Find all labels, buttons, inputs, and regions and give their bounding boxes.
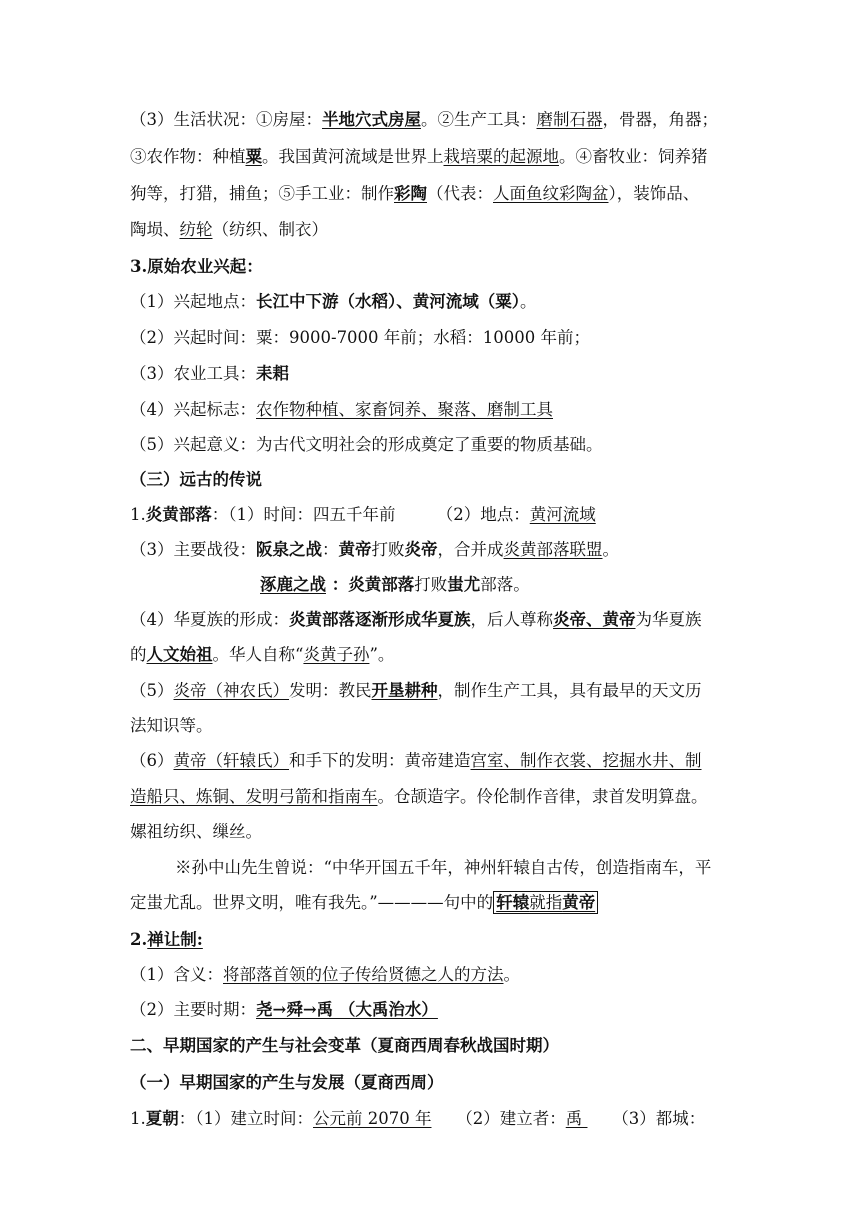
text-run: ：（1）建立时间： — [178, 1109, 313, 1128]
text-line — [130, 108, 718, 132]
underlined-keyword: 纺轮 — [179, 220, 213, 239]
text-run: ，制作生产工具，具有最早的天文历 — [437, 681, 702, 700]
text-line — [130, 468, 262, 492]
underlined-keyword: 炎帝（神农氏） — [173, 681, 289, 700]
text-line — [130, 398, 553, 422]
underlined-keyword: 黄河流域 — [529, 505, 596, 524]
text-run: 狗等，打猎，捕鱼；⑤手工业：制作 — [130, 184, 394, 203]
bold-keyword: 耒耜 — [256, 364, 289, 383]
underlined-keyword: 磨制石器 — [536, 110, 603, 129]
text-run: （3）生活状况：①房屋： — [130, 110, 322, 129]
text-run: ：（1）时间：四五千年前 （2）地点： — [211, 505, 530, 524]
text-line — [130, 891, 598, 915]
bold-keyword: （一）早期国家的产生与发展（夏商西周） — [130, 1073, 444, 1092]
text-run: （2）主要时期： — [130, 1000, 256, 1019]
underlined-keyword: 宫室、制作衣裳、挖掘水井、制 — [470, 751, 702, 770]
text-line — [130, 928, 203, 952]
text-run: （代表： — [427, 184, 493, 203]
text-line — [130, 145, 708, 169]
text-run: 陶埙、 — [130, 220, 180, 239]
text-run: （3）农业工具： — [130, 364, 256, 383]
bold-keyword: 阪泉之战 — [256, 540, 322, 559]
text-line — [130, 785, 708, 809]
bold-keyword: 炎帝 — [404, 540, 438, 559]
text-line — [130, 714, 213, 738]
text-line — [130, 679, 702, 703]
underlined-keyword: 黄帝（轩辕氏） — [173, 751, 289, 770]
bold-keyword: 二、早期国家的产生与社会变革（夏商西周春秋战国时期） — [130, 1036, 559, 1055]
text-line — [130, 998, 438, 1022]
text-run: 。仓颉造字。伶伦制作音律，隶首发明算盘。 — [377, 787, 708, 806]
underlined-keyword: 半地穴式房屋 — [322, 110, 421, 129]
text-run: ③农作物：种植 — [130, 147, 246, 166]
text-run: （5） — [130, 681, 174, 700]
text-line — [130, 963, 520, 987]
bold-keyword: （三）远古的传说 — [130, 470, 262, 489]
text-line — [175, 856, 711, 880]
text-line — [130, 1107, 705, 1131]
underlined-keyword: 农作物种植、家畜饲养、聚落、磨制工具 — [256, 400, 553, 419]
text-line — [260, 573, 530, 597]
underlined-keyword: 就指 — [529, 893, 563, 912]
text-run: 嫘祖纺织、缫丝。 — [130, 822, 262, 841]
text-run: 法知识等。 — [130, 716, 213, 735]
underlined-keyword: 涿鹿之战 — [260, 575, 326, 594]
text-line — [130, 362, 289, 386]
bold-keyword: 黄帝 — [338, 540, 372, 559]
text-line — [130, 1071, 444, 1095]
text-run: （3）都城： — [587, 1109, 706, 1128]
bold-keyword: ： — [326, 575, 349, 594]
underlined-keyword: 开垦耕种 — [371, 681, 438, 700]
underlined-keyword: 尧→舜→禹 （大禹治水） — [256, 1000, 438, 1019]
text-run: ，骨器，角器； — [602, 110, 718, 129]
text-run: ，后人尊称 — [470, 610, 553, 629]
text-run: 和手下的发明：黄帝建造 — [289, 751, 471, 770]
text-line — [130, 749, 702, 773]
text-line — [130, 643, 394, 667]
text-line — [130, 503, 596, 527]
text-line — [130, 326, 590, 350]
text-run: 。②生产工具： — [421, 110, 537, 129]
text-run: ”。 — [369, 645, 395, 664]
underlined-keyword: 造船只、炼铜、发明弓箭和指南车 — [130, 787, 378, 806]
underlined-keyword: 人文始祖 — [146, 645, 213, 664]
text-line — [130, 218, 328, 242]
underlined-keyword: 人面鱼纹彩陶盆 — [493, 184, 609, 203]
text-run: （4）兴起标志： — [130, 400, 256, 419]
text-run: 1. — [130, 505, 146, 524]
bold-keyword: 3.原始农业兴起： — [130, 257, 263, 276]
text-line — [130, 290, 537, 314]
underlined-keyword: 粟 — [245, 147, 262, 166]
bold-keyword: 夏朝 — [145, 1109, 179, 1128]
text-run: （4）华夏族的形成： — [130, 610, 289, 629]
text-line — [130, 538, 619, 562]
text-run: 。 — [520, 292, 537, 311]
underlined-keyword: 炎帝、黄帝 — [553, 610, 636, 629]
text-line — [130, 820, 262, 844]
text-run: ，合并成 — [437, 540, 504, 559]
text-run: 1. — [130, 1109, 146, 1128]
text-run: （2）兴起时间：粟：9000-7000 年前；水稻：10000 年前； — [130, 328, 591, 347]
text-run: （1）含义： — [130, 965, 223, 984]
text-line — [130, 255, 263, 279]
text-run: 打败 — [414, 575, 448, 594]
text-run: 。华人自称“ — [212, 645, 304, 664]
underlined-keyword: 炎黄部落联盟 — [503, 540, 603, 559]
bold-keyword: 蚩尤 — [447, 575, 481, 594]
text-run: ※孙中山先生曾说：“中华开国五千年，神州轩辕自古传，创造指南车，平 — [175, 858, 712, 877]
underlined-keyword: 禹 — [565, 1109, 588, 1128]
text-run: 为华夏族 — [635, 610, 702, 629]
text-run: ： — [322, 540, 339, 559]
text-run: （6） — [130, 751, 174, 770]
text-run: 。 — [602, 540, 619, 559]
text-line — [130, 182, 699, 206]
text-run: 部落。 — [480, 575, 530, 594]
text-run: （2）建立者： — [431, 1109, 566, 1128]
bold-keyword: 2. — [130, 930, 148, 949]
text-run: （3）主要战役： — [130, 540, 256, 559]
underlined-keyword: 将部落首领的位子传给贤德之人的方法 — [223, 965, 504, 984]
bold-keyword: 炎黄部落 — [145, 505, 212, 524]
boxed-answer — [493, 891, 598, 914]
text-run: （1）兴起地点： — [130, 292, 256, 311]
text-run: 。我国黄河流域是世界上 — [262, 147, 444, 166]
bold-keyword: 炎黄部落逐渐形成华夏族 — [289, 610, 471, 629]
text-run: 发明：教民 — [289, 681, 372, 700]
text-line — [130, 1034, 559, 1058]
underlined-keyword: 公元前 2070 年 — [313, 1109, 432, 1128]
underlined-keyword: 黄帝 — [562, 893, 596, 912]
text-run: 打败 — [371, 540, 405, 559]
underlined-keyword: 禅让制: — [147, 930, 203, 949]
bold-keyword: 炎黄部落 — [348, 575, 415, 594]
underlined-keyword: 轩辕 — [496, 893, 530, 912]
text-run: 。④畜牧业：饲养猪 — [559, 147, 708, 166]
underlined-keyword: 栽培粟的起源地 — [443, 147, 559, 166]
text-run: 的 — [130, 645, 147, 664]
text-run: （纺织、制衣） — [212, 220, 328, 239]
text-run: （5）兴起意义：为古代文明社会的形成奠定了重要的物质基础。 — [130, 435, 603, 454]
text-run: ），装饰品、 — [608, 184, 700, 203]
text-run: 。 — [503, 965, 520, 984]
underlined-keyword: 彩陶 — [394, 184, 427, 203]
text-line — [130, 433, 603, 457]
underlined-keyword: 炎黄子孙 — [303, 645, 370, 664]
text-line — [130, 608, 702, 632]
bold-keyword: 长江中下游（水稻）、黄河流域（粟） — [256, 292, 520, 311]
text-run: 定蚩尤乱。世界文明，唯有我先。”————句中的 — [130, 893, 494, 912]
